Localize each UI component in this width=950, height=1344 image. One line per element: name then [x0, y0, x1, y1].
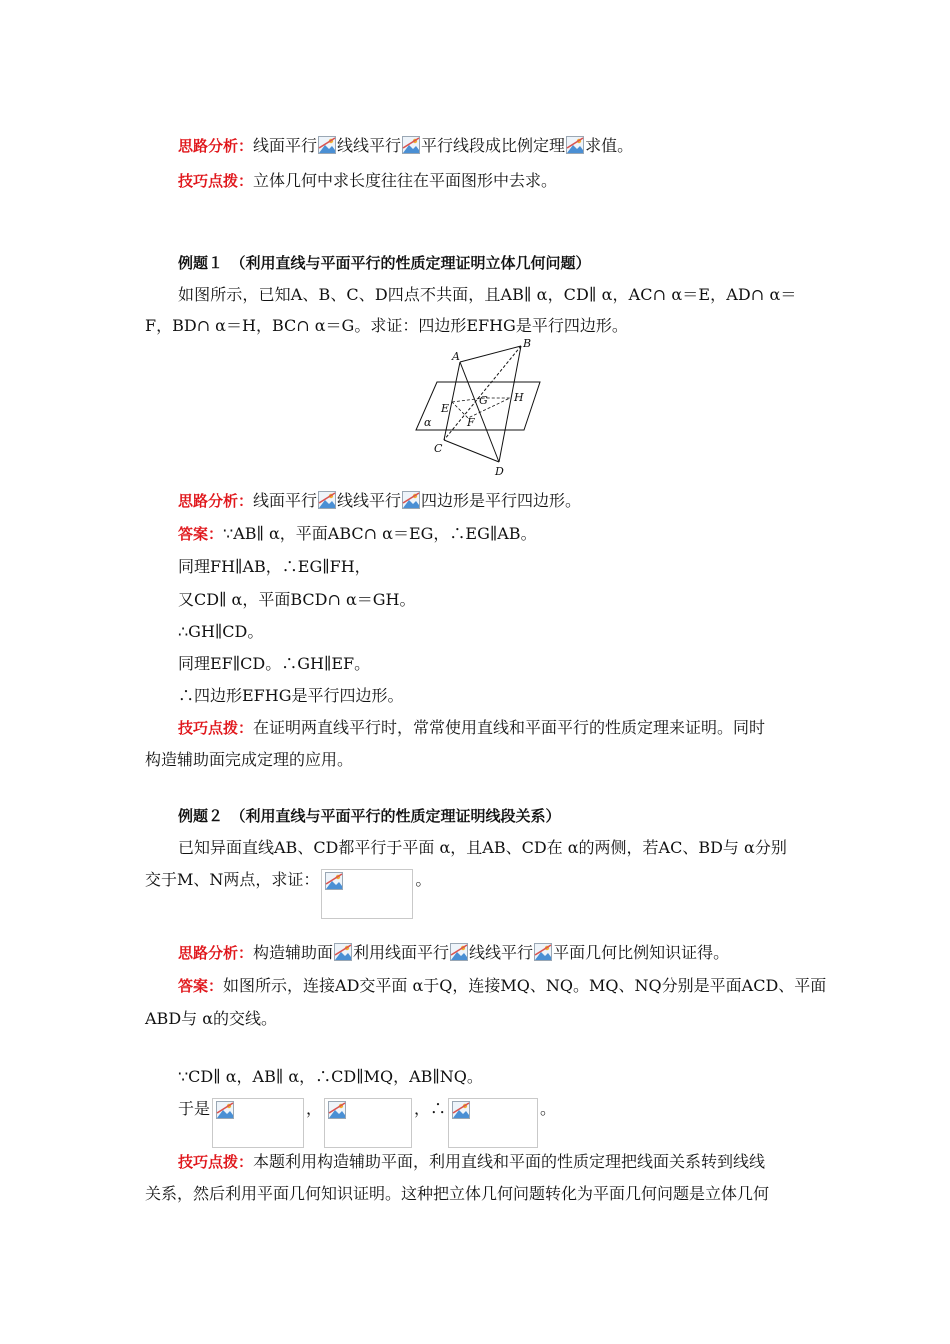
broken-image-icon — [216, 1101, 234, 1119]
example1-analysis: 思路分析：线面平行 线线平行 四边形是平行四边形。 — [178, 491, 582, 510]
broken-image-icon — [452, 1101, 470, 1119]
broken-image-icon — [325, 872, 343, 890]
example2-analysis: 思路分析：构造辅助面 利用线面平行 线线平行 平面几何比例知识证得。 — [178, 943, 730, 962]
example1-answer-line1: 答案：∵AB∥ α，平面ABC∩ α＝EG，∴EG∥AB。 — [178, 524, 537, 543]
broken-image-icon — [334, 943, 352, 961]
label-d: D — [495, 465, 504, 478]
label-b: B — [523, 337, 532, 350]
broken-image-icon — [450, 943, 468, 961]
example1-answer-line2: 同理FH∥AB，∴EG∥FH， — [178, 557, 371, 576]
example1-title: 例题１ （利用直线与平面平行的性质定理证明立体几何问题） — [178, 254, 591, 272]
line-bd — [499, 346, 521, 462]
broken-image-icon — [566, 136, 584, 154]
example1-problem-line1: 如图所示，已知A、B、C、D四点不共面，且AB∥ α，CD∥ α，AC∩ α＝E，AD∩ α＝ — [178, 285, 797, 304]
example2-title: 例题２ （利用直线与平面平行的性质定理证明线段关系） — [178, 807, 561, 825]
answer-label: 答案： — [178, 977, 224, 995]
example2-answer-line3: ∵CD∥ α，AB∥ α，∴CD∥MQ，AB∥NQ。 — [178, 1067, 483, 1086]
label-f: F — [467, 416, 475, 429]
formula-image-placeholder — [324, 1098, 412, 1148]
example1-tip-line2: 构造辅助面完成定理的应用。 — [145, 750, 354, 769]
example2-tip-line1: 技巧点拨：本题利用构造辅助平面，利用直线和平面的性质定理把线面关系转到线线 — [178, 1152, 766, 1171]
label-h: H — [514, 391, 524, 404]
example2-problem-line2: 交于M、N两点，求证： 。 — [145, 868, 815, 892]
answer-label: 答案： — [178, 525, 224, 543]
example2-problem-line1: 已知异面直线AB、CD都平行于平面 α，且AB、CD在 α的两侧，若AC、BD与 α分别 — [178, 838, 787, 857]
geometry-figure — [408, 336, 554, 480]
analysis-label: 思路分析： — [178, 492, 254, 510]
tip-label: 技巧点拨： — [178, 172, 254, 190]
intro-tip: 技巧点拨：立体几何中求长度往往在平面图形中去求。 — [178, 171, 558, 190]
example1-answer-line3: 又CD∥ α，平面BCD∩ α＝GH。 — [178, 590, 416, 609]
label-c: C — [434, 442, 443, 455]
label-e: E — [441, 402, 450, 415]
example2-answer-line4: 于是 ， ，∴ 。 — [178, 1097, 818, 1121]
formula-image-placeholder — [448, 1098, 538, 1148]
broken-image-icon — [402, 491, 420, 509]
analysis-label: 思路分析： — [178, 944, 254, 962]
line-ab — [460, 346, 521, 362]
label-alpha: α — [424, 416, 432, 429]
example1-tip-line1: 技巧点拨：在证明两直线平行时，常常使用直线和平面平行的性质定理来证明。同时 — [178, 718, 766, 737]
broken-image-icon — [318, 136, 336, 154]
plane-alpha — [416, 382, 540, 430]
formula-image-placeholder — [212, 1098, 304, 1148]
formula-image-placeholder — [321, 869, 413, 919]
label-a: A — [452, 350, 460, 363]
example2-tip-line2: 关系，然后利用平面几何知识证明。这种把立体几何问题转化为平面几何问题是立体几何 — [145, 1184, 770, 1203]
tip-label: 技巧点拨： — [178, 719, 254, 737]
example1-answer-line4: ∴GH∥CD。 — [178, 622, 264, 641]
example2-answer-line1: 答案：如图所示，连接AD交平面 α于Q，连接MQ、NQ。MQ、NQ分别是平面ACD、平面 — [178, 976, 827, 995]
line-cd — [444, 440, 499, 462]
broken-image-icon — [534, 943, 552, 961]
label-g: G — [479, 394, 488, 407]
example1-answer-line6: ∴四边形EFHG是平行四边形。 — [178, 686, 404, 705]
broken-image-icon — [328, 1101, 346, 1119]
example1-answer-line5: 同理EF∥CD。∴GH∥EF。 — [178, 654, 371, 673]
tip-label: 技巧点拨： — [178, 1153, 254, 1171]
broken-image-icon — [318, 491, 336, 509]
broken-image-icon — [402, 136, 420, 154]
example1-problem-line2: F，BD∩ α＝H，BC∩ α＝G。求证：四边形EFHG是平行四边形。 — [145, 316, 628, 335]
analysis-label: 思路分析： — [178, 137, 254, 155]
line-ad — [460, 362, 499, 462]
intro-analysis: 思路分析：线面平行 线线平行 平行线段成比例定理 求值。 — [178, 136, 634, 155]
example2-answer-line2: ABD与 α的交线。 — [145, 1009, 278, 1028]
